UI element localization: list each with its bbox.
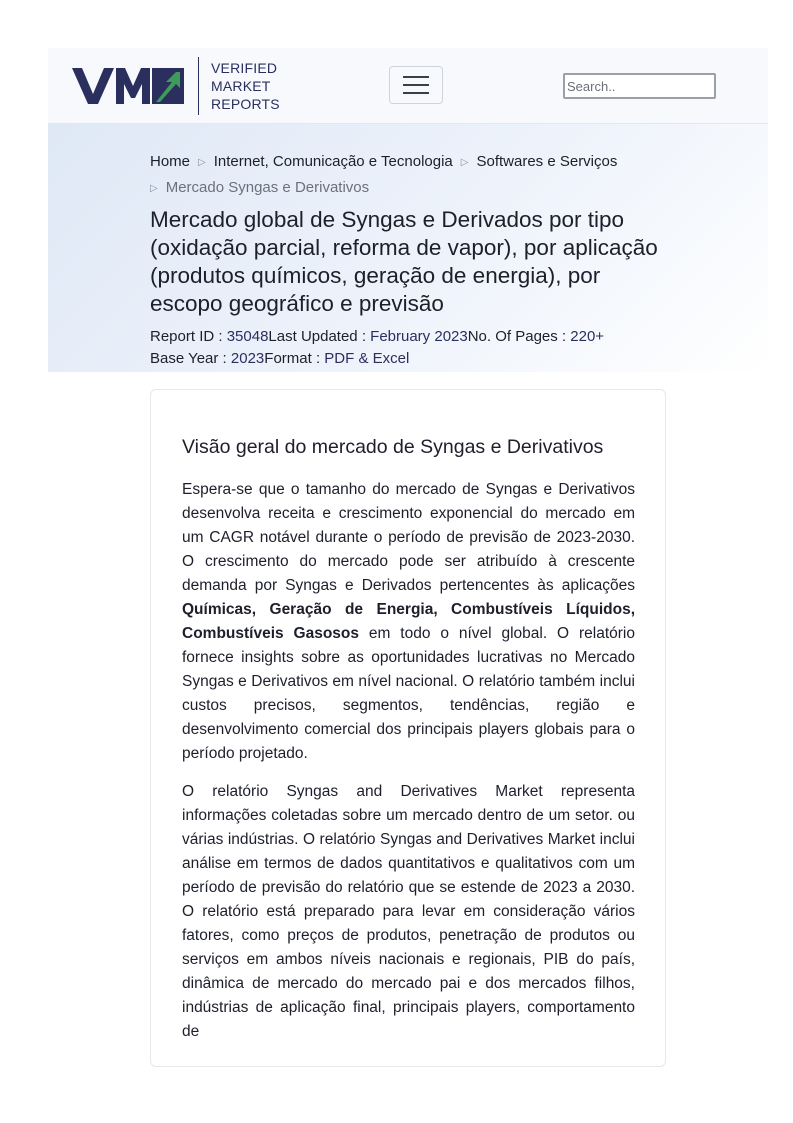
navbar (48, 48, 768, 124)
base-year-value: 2023 (230, 350, 265, 367)
overview-p1-applications: Químicas, Geração de Energia, Combustíveis Líquidos, Combustíveis Gasosos (182, 601, 635, 642)
last-updated-value: February 2023 (370, 328, 468, 345)
search-input[interactable] (563, 73, 716, 99)
logo-wordmark (211, 59, 280, 113)
base-year-label: Base Year : (150, 350, 231, 367)
chevron-right-icon: ▷ (460, 157, 469, 168)
last-updated-label: Last Updated : (268, 328, 371, 345)
page-title: Mercado global de Syngas e Derivados por tipo (oxidação parcial, reforma de vapor), por aplicação (produtos químicos, geração de energia), por escopo geográfico e previsão (150, 207, 658, 316)
pages-value: 220+ (570, 328, 605, 345)
logo[interactable] (72, 56, 280, 116)
hamburger-icon-line (403, 84, 429, 86)
overview-paragraph-1 (182, 478, 635, 766)
chevron-right-icon: ▷ (198, 157, 206, 168)
breadcrumb-home[interactable]: Home (150, 153, 191, 170)
logo-text-verified: VERIFIED (211, 60, 278, 76)
breadcrumb-internet[interactable]: Internet, Comunicação e Tecnologia (213, 153, 453, 170)
hamburger-icon (403, 76, 429, 78)
report-hero (48, 124, 768, 372)
overview-p1-start: Espera-se que o tamanho do mercado de Syngas e Derivativos desenvolva receita e crescimento exponencial do mercado em um CAGR notável durante o período de previsão de 2023-2030. O crescimento do mercado pode ser atribuído à crescente demanda por Syngas e Derivados pertencentes às aplicações (182, 481, 635, 594)
breadcrumb-current: Mercado Syngas e Derivativos (165, 179, 370, 196)
logo-divider (198, 57, 199, 115)
overview-p1-end: em todo o nível global. O relatório fornece insights sobre as oportunidades lucrativas no Mercado Syngas e Derivativos em nível nacional. O relatório também inclui custos precisos, segmentos, tendências, região e desenvolvimento comercial dos principais players globais para o período projetado. (182, 625, 635, 762)
vmr-logo-icon (72, 66, 184, 106)
format-value: PDF & Excel (324, 350, 410, 367)
report-id-label: Report ID : (150, 328, 227, 345)
overview-body (182, 478, 635, 1058)
logo-text-market: MARKET (211, 78, 271, 94)
overview-card (150, 389, 666, 1067)
breadcrumb (150, 150, 670, 202)
report-id-value: 35048 (226, 328, 269, 345)
overview-paragraph-2: O relatório Syngas and Derivatives Market representa informações coletadas sobre um mercado dentro de um setor. ou várias indústrias. O relatório Syngas and Derivatives Market inclui análise em termos de dados quantitativos e qualitativos com um período de previsão do relatório que se estende de 2023 a 2030. O relatório está preparado para levar em consideração vários fatores, como preços de produtos, penetração de produtos ou serviços em ambos níveis nacionais e regionais, PIB do país, dinâmica de mercado do mercado pai e dos mercados filhos, indústrias de aplicação final, principais players, comportamento de (182, 783, 635, 1040)
overview-heading: Visão geral do mercado de Syngas e Derivativos (182, 436, 604, 458)
menu-toggle-button[interactable] (389, 66, 443, 104)
breadcrumb-software[interactable]: Softwares e Serviços (476, 153, 618, 170)
hamburger-icon-line (403, 92, 429, 94)
chevron-right-icon: ▷ (150, 183, 158, 194)
format-label: Format : (264, 350, 325, 367)
pages-label: No. Of Pages : (467, 328, 571, 345)
logo-text-reports: REPORTS (211, 96, 280, 112)
report-meta (150, 326, 670, 370)
